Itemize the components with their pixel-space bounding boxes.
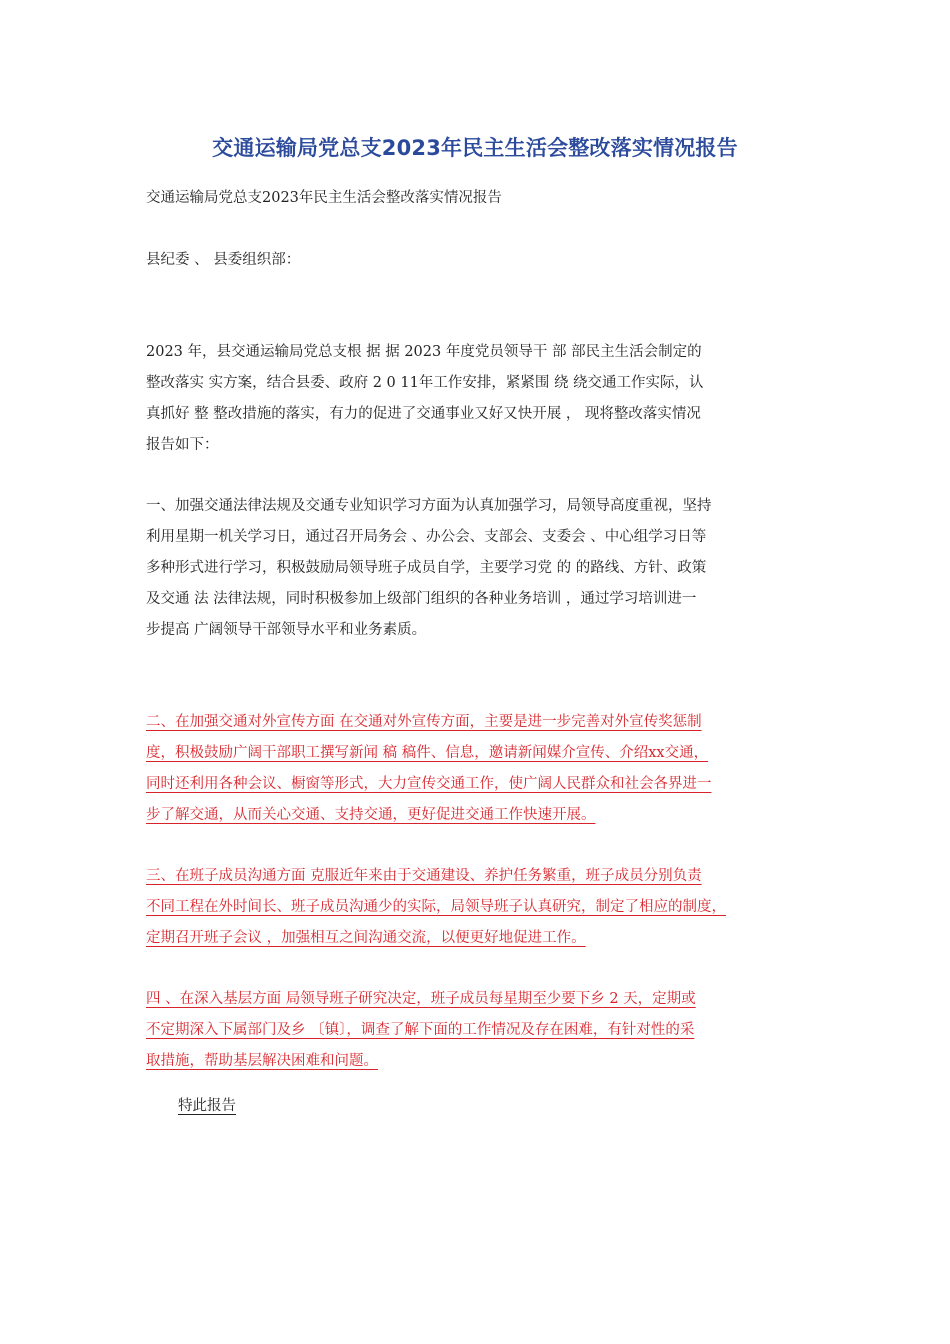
section-4-line: 取措施，帮助基层解决困难和问题。	[146, 1053, 378, 1069]
document-title: 交通运输局党总支2023年民主生活会整改落实情况报告	[212, 136, 738, 160]
intro-line: 报告如下：	[146, 437, 219, 453]
intro-line: 真抓好 整 整改措施的落实，有力的促进了交通事业又好又快开展 ， 现将整改落实情况	[146, 406, 701, 422]
section-1-line: 一、加强交通法律法规及交通专业知识学习方面为认真加强学习，局领导高度重视，坚持	[146, 498, 712, 514]
section-2-line: 同时还利用各种会议、橱窗等形式，大力宣传交通工作，使广阔人民群众和社会各界进一	[146, 776, 712, 792]
subtitle: 交通运输局党总支2023年民主生活会整改落实情况报告	[146, 190, 502, 206]
section-1-line: 步提高 广阔领导干部领导水平和业务素质。	[146, 622, 427, 638]
section-1-line: 及交通 法 法律法规，同时积极参加上级部门组织的各种业务培训 ，通过学习培训进一	[146, 591, 697, 607]
section-2-line: 二、在加强交通对外宣传方面 在交通对外宣传方面，主要是进一步完善对外宣传奖惩制	[146, 714, 702, 730]
section-4-line: 不定期深入下属部门及乡 〔镇〕，调查了解下面的工作情况及存在困难，有针对性的采	[146, 1022, 695, 1038]
section-4-line: 四 、在深入基层方面 局领导班子研究决定，班子成员每星期至少要下乡 2 天，定期或	[146, 991, 696, 1007]
section-3-line: 不同工程在外时间长、班子成员沟通少的实际，局领导班子认真研究，制定了相应的制度，	[146, 899, 726, 915]
intro-line: 2023 年，县交通运输局党总支根 据 据 2023 年度党员领导干 部 部民主生活会制定的	[146, 344, 702, 360]
section-1-line: 多种形式进行学习，积极鼓励局领导班子成员自学，主要学习党 的 的路线、方针、政策	[146, 560, 707, 576]
section-3-line: 定期召开班子会议 ，加强相互之间沟通交流，以便更好地促进工作。	[146, 930, 586, 946]
intro-line: 整改落实 实方案，结合县委、政府 2 0 11年工作安排，紧紧围 绕 绕交通工作实际，认	[146, 375, 704, 391]
addressee: 县纪委 、 县委组织部：	[146, 252, 301, 268]
closing-text: 特此报告	[178, 1098, 236, 1114]
section-3-line: 三、在班子成员沟通方面 克服近年来由于交通建设、养护任务繁重，班子成员分别负责	[146, 868, 702, 884]
section-2-line: 步了解交通，从而关心交通、支持交通，更好促进交通工作快速开展。	[146, 807, 596, 823]
section-1-line: 利用星期一机关学习日，通过召开局务会 、办公会、支部会、支委会 、中心组学习日等	[146, 529, 707, 545]
section-2-line: 度，积极鼓励广阔干部职工撰写新闻 稿 稿件、信息，邀请新闻媒介宣传、介绍xx交通，	[146, 745, 709, 761]
